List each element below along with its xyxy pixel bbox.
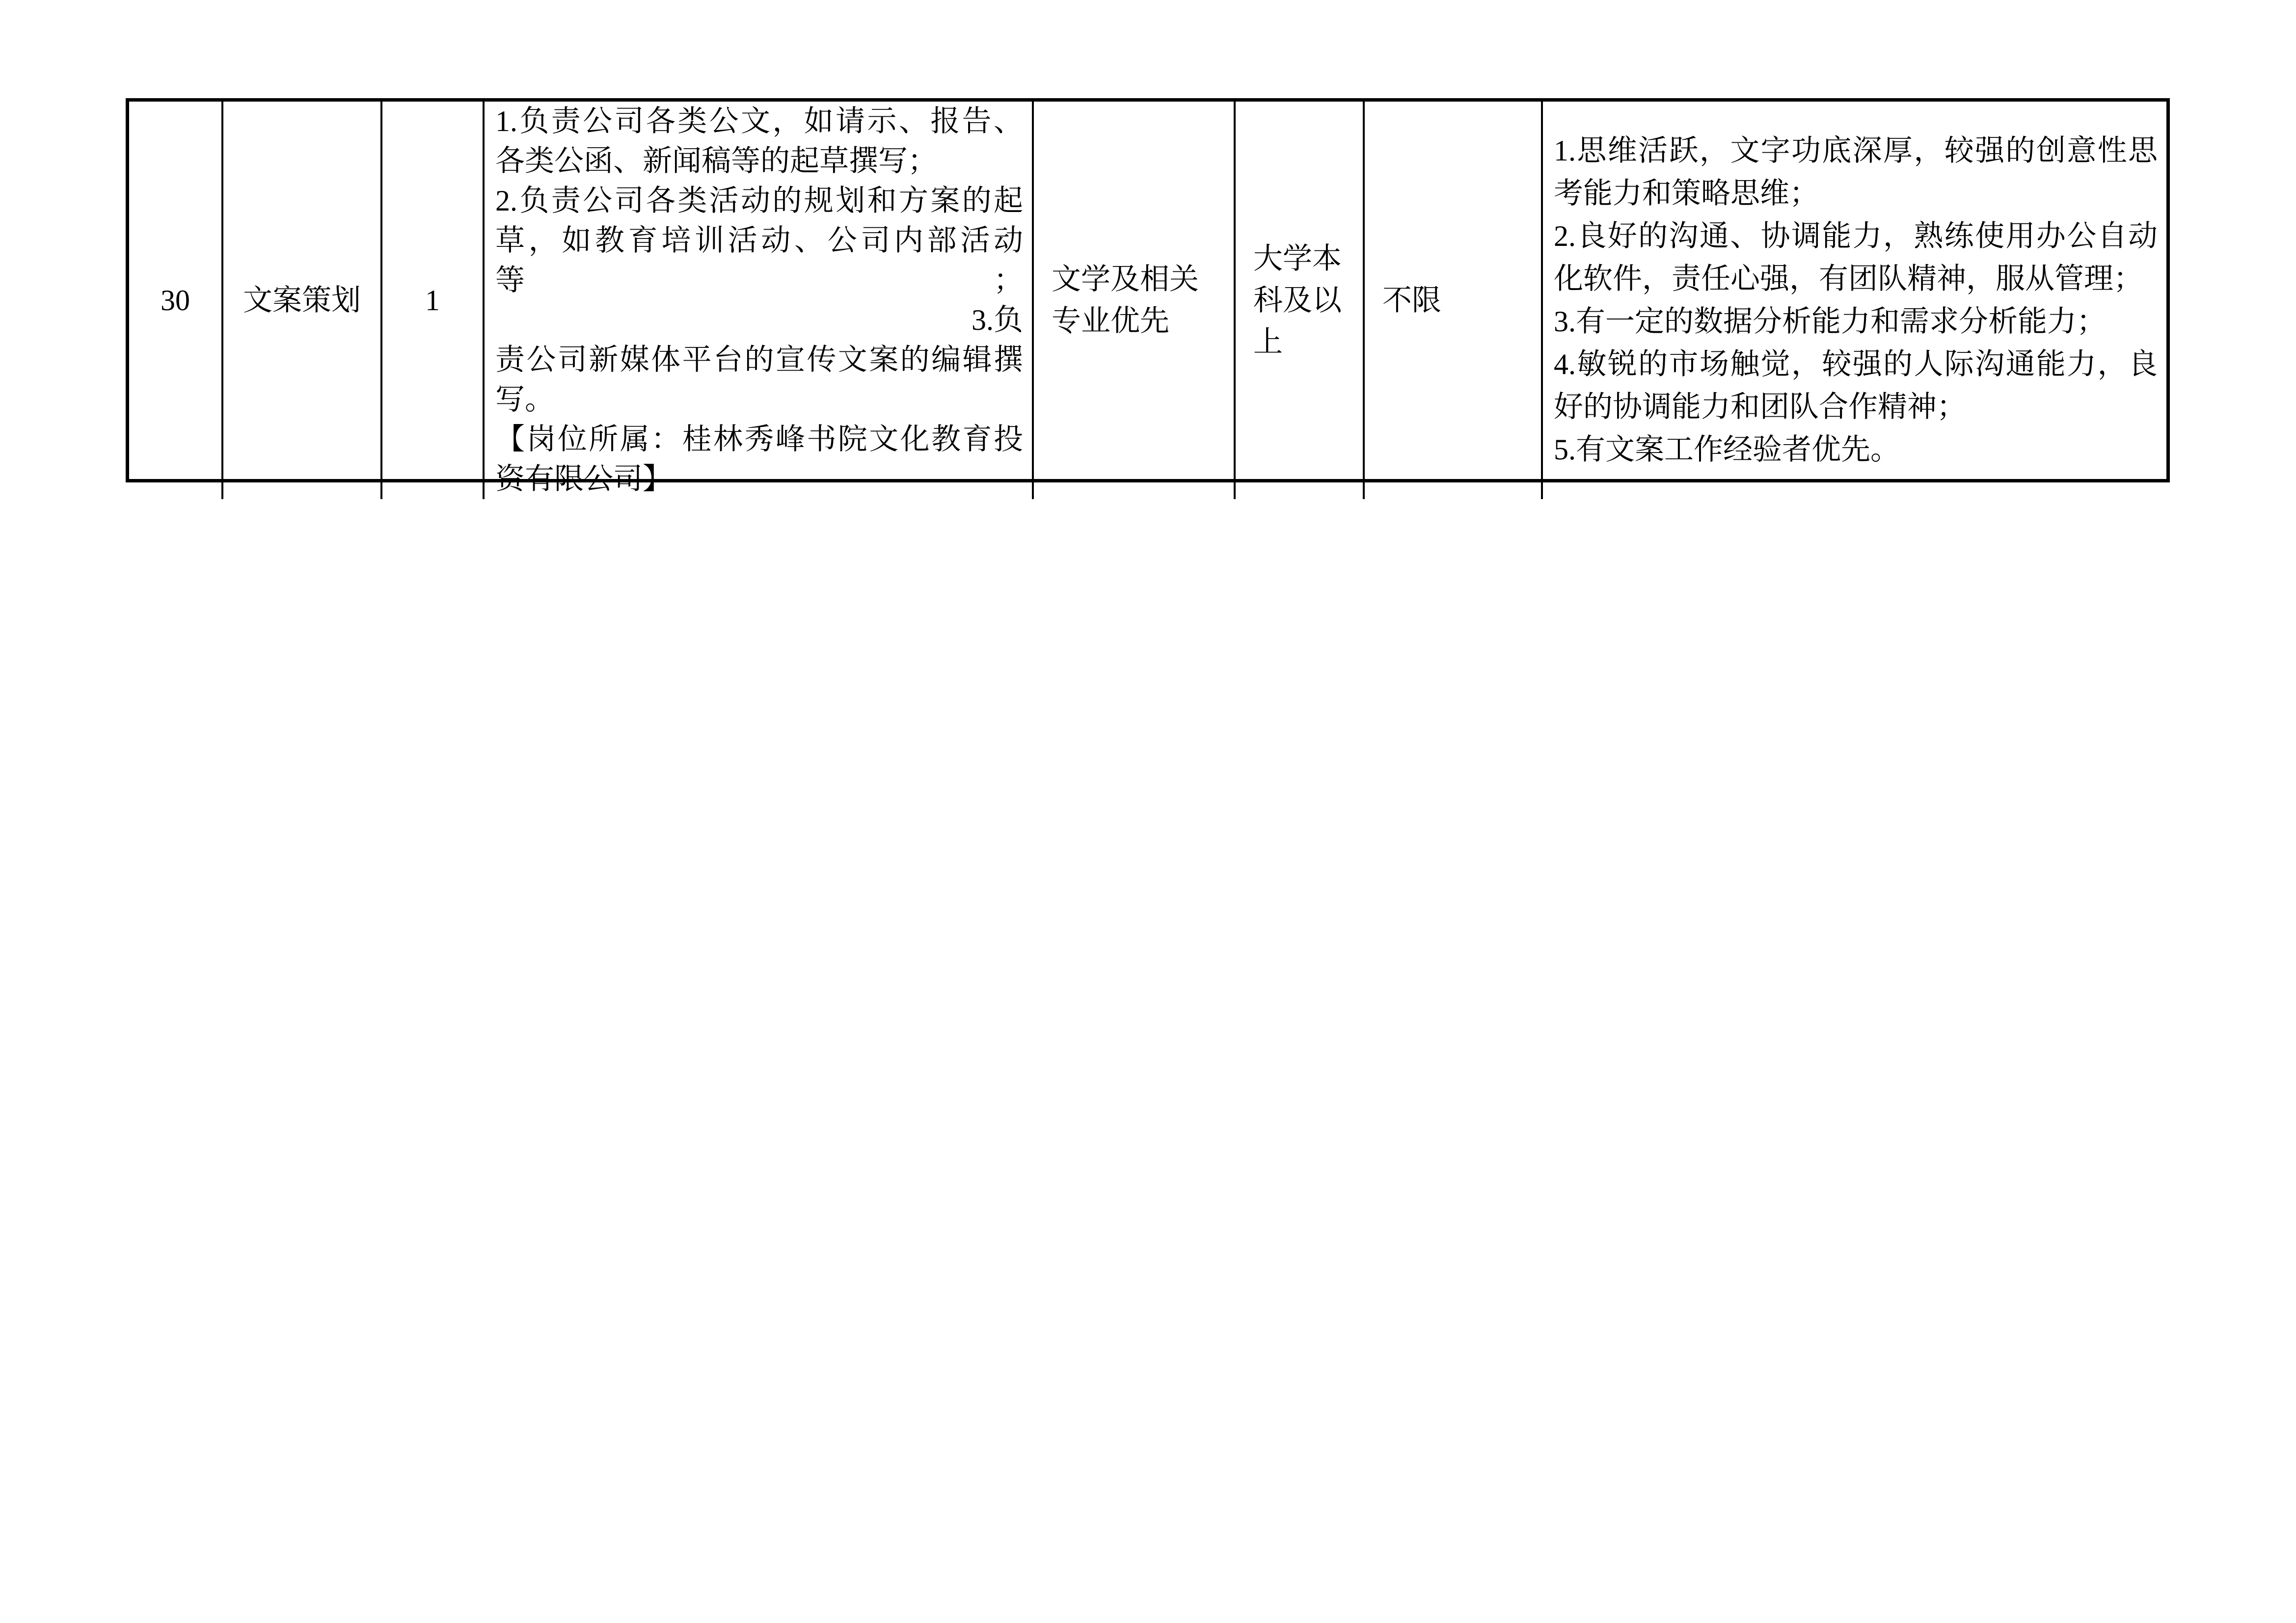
qualification-line: 3.有一定的数据分析能力和需求分析能力； bbox=[1554, 305, 2106, 338]
education-line: 科及以 bbox=[1253, 284, 1342, 317]
job-title: 文案策划 bbox=[243, 284, 361, 317]
major-line: 文学及相关 bbox=[1052, 263, 1199, 295]
qualification-line: 1.思维活跃，文字功底深厚，较强的创意性思 bbox=[1554, 134, 2158, 167]
duties-line: 各类公函、新闻稿等的起草撰写； bbox=[495, 145, 937, 177]
qualification-line: 2.良好的沟通、协调能力，熟练使用办公自动 bbox=[1554, 220, 2158, 252]
qualification-line: 考能力和策略思维； bbox=[1554, 177, 1819, 210]
education-cell bbox=[1236, 102, 1365, 499]
duties-cell bbox=[485, 102, 1034, 499]
job-title-cell bbox=[223, 102, 382, 499]
education-line: 大学本 bbox=[1253, 242, 1342, 275]
duties-line: 责公司新媒体平台的宣传文案的编辑撰 bbox=[495, 344, 1023, 376]
major-cell bbox=[1034, 102, 1236, 499]
major-line: 专业优先 bbox=[1052, 305, 1169, 337]
other-requirement-cell bbox=[1365, 102, 1543, 499]
education-line: 上 bbox=[1253, 325, 1283, 358]
duties-line: 【岗位所属：桂林秀峰书院文化教育投 bbox=[495, 423, 1023, 455]
duties-line: 2.负责公司各类活动的规划和方案的起 bbox=[495, 185, 1023, 217]
other-requirement: 不限 bbox=[1382, 284, 1441, 317]
row-number: 30 bbox=[161, 284, 190, 317]
headcount: 1 bbox=[425, 284, 440, 317]
qualification-line: 4.敏锐的市场触觉，较强的人际沟通能力，良 bbox=[1554, 348, 2158, 380]
duties-line: 写。 bbox=[495, 383, 554, 416]
job-posting-table bbox=[126, 98, 2170, 495]
duties-line: 3.负 bbox=[972, 304, 1023, 336]
headcount-cell bbox=[382, 102, 485, 499]
duties-line: 资有限公司】 bbox=[495, 463, 672, 495]
qualification-line: 5.有文案工作经验者优先。 bbox=[1554, 433, 1900, 466]
duties-line: 草，如教育培训活动、公司内部活动等； bbox=[495, 224, 1023, 296]
table-row bbox=[129, 102, 2166, 495]
qualification-line: 化软件，责任心强，有团队精神，服从管理； bbox=[1554, 263, 2143, 295]
row-number-cell bbox=[129, 102, 223, 499]
qualifications-cell bbox=[1543, 102, 2166, 499]
qualification-line: 好的协调能力和团队合作精神； bbox=[1554, 391, 1966, 423]
duties-line: 1.负责公司各类公文，如请示、报告、 bbox=[495, 105, 1023, 137]
